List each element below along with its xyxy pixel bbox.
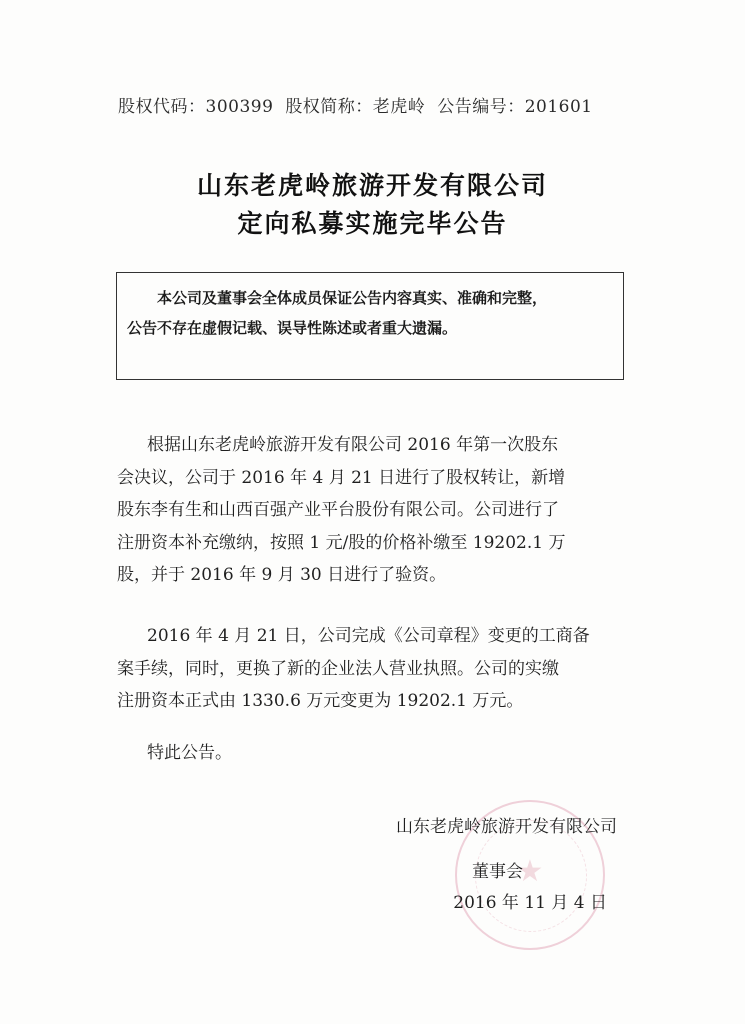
document-title-line2: 定向私募实施完毕公告 <box>237 209 508 238</box>
stock-abbreviation: 股权简称：老虎岭 <box>285 97 426 117</box>
paragraph-line: 股东李有生和山西百强产业平台股份有限公司。公司进行了 <box>117 500 559 520</box>
disclaimer-line2: 公告不存在虚假记载、误导性陈述或者重大遗漏。 <box>127 319 458 337</box>
paragraph-line: 会决议，公司于 2016 年 4 月 21 日进行了股权转让，新增 <box>117 467 566 488</box>
paragraph-line: 案手续，同时，更换了新的企业法人营业执照。公司的实缴 <box>117 658 559 679</box>
body-paragraph-1 <box>117 429 627 592</box>
announcement-header <box>118 92 599 117</box>
body-paragraph-2 <box>117 620 627 718</box>
closing-remark: 特此公告。 <box>147 743 232 763</box>
paragraph-line: 注册资本正式由 1330.6 万元变更为 19202.1 万元。 <box>117 691 524 711</box>
paragraph-line: 2016 年 4 月 21 日，公司完成《公司章程》变更的工商备 <box>147 626 590 646</box>
disclaimer-line1: 本公司及董事会全体成员保证公告内容真实、准确和完整， <box>157 289 548 307</box>
body-paragraph-3 <box>117 737 627 770</box>
signature-company: 山东老虎岭旅游开发有限公司 <box>396 817 617 837</box>
signature-date: 2016 年 11 月 4 日 <box>453 893 607 913</box>
announcement-number: 公告编号：201601 <box>437 97 593 117</box>
document-title-line1: 山东老虎岭旅游开发有限公司 <box>196 171 548 200</box>
paragraph-line: 股，并于 2016 年 9 月 30 日进行了验资。 <box>117 565 447 585</box>
disclaimer-box <box>116 272 624 380</box>
paragraph-line: 根据山东老虎岭旅游开发有限公司 2016 年第一次股东 <box>147 435 559 455</box>
signature-board: 董事会 <box>472 862 523 882</box>
paragraph-line: 注册资本补充缴纳，按照 1 元/股的价格补缴至 19202.1 万 <box>117 532 566 553</box>
stock-code: 股权代码：300399 <box>118 97 274 117</box>
company-seal-icon: ★ <box>455 800 605 950</box>
